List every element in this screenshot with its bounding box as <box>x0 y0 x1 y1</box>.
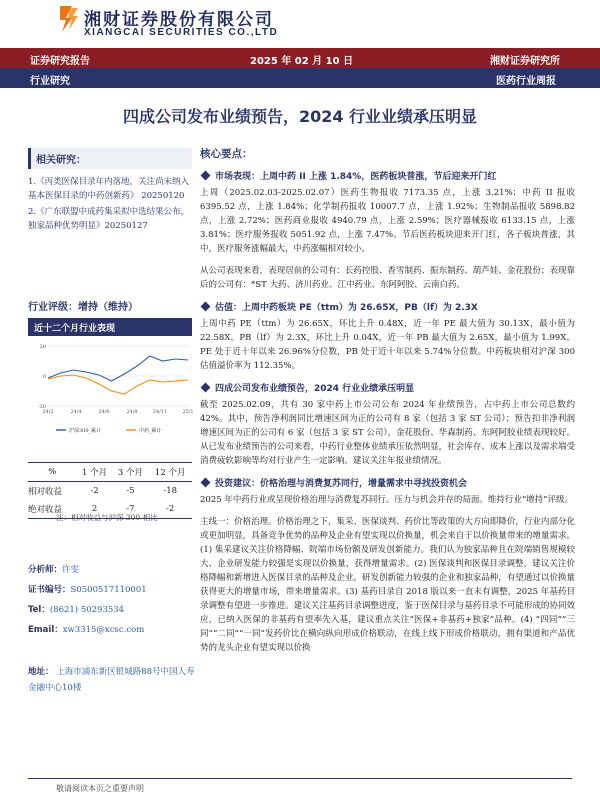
page-title: 四成公司发布业绩预告，2024 行业业绩承压明显 <box>122 107 478 126</box>
y-tick-label: 0 <box>42 374 46 380</box>
company-name-cn: 湘财证券股份有限公司 <box>84 10 274 30</box>
table-header: 3 个月 <box>112 463 148 482</box>
section-heading-text: 四成公司发布业绩预告，2024 行业业绩承压明显 <box>215 384 415 394</box>
table-cell: 2 <box>77 500 113 519</box>
cert-number: S0500517110001 <box>70 585 147 595</box>
analyst-row <box>28 600 192 620</box>
industry-performance-chart <box>28 340 192 440</box>
table-note: 注：相对收益与沪深 300 相比 <box>56 513 158 522</box>
analyst-label: 分析师： <box>28 565 63 575</box>
x-tick-label: 24/11 <box>152 409 168 415</box>
report-type: 证券研究报告 <box>30 56 90 67</box>
section-heading-text: 投资建议：价格治理与消费复苏同行，增量需求中寻找投资机会 <box>215 479 468 489</box>
diamond-bullet-icon <box>201 171 211 181</box>
section-heading <box>200 169 575 182</box>
report-header <box>0 0 600 48</box>
company-logo-icon <box>58 4 80 34</box>
email-label: Email： <box>28 625 63 635</box>
paragraph: 主线一：价格治理。价格治理之下，集采、医保谈判、药价比等政策的大方向即降价，行业内部分化或更加明显，具备竞争优势的品种及企业有望实现以价换量，机会来自于以价换量带来的增量需求。(1) 集采建议关注价格降幅、院端市场份额及研发创新能力。我们认为独家品种且在院端销售规模较大、企业研发能力较强是实现以价换量，获得增量需求。(2) 医保谈判和医保目录调整，建议关注价格降幅和新增进入医保目录的品种及企业。研发创新能力较强的企业和独家品种，有望通过以价换量获得更大的增量市场，带来增量需求。(3) 基药目录自 2018 版以来一直未有调整，2025 年基药目录调整有望进一步推进。建议关注基药目录调整进度，鉴于医保目录与基药目录不可能形成的协同效应，已纳入医保的非基药有望率先入基，建议重点关注“医保+非基药+独家”品种。(4) “四同”“三同”“二同”“一同”发药价比在横向纵向形成价格联动，在线上线下形成价格联动，拥有渠道和产品优势的龙头企业有望实现以价换 <box>200 517 575 653</box>
table-cell: -7 <box>112 500 148 519</box>
industry-rating: 行业评级：增持（维持） <box>28 302 138 313</box>
analyst-row <box>28 560 192 580</box>
series-line <box>48 356 188 381</box>
table-cell: -2 <box>90 486 99 496</box>
tel-label: Tel： <box>28 605 50 615</box>
address-value: 上海市浦东新区银城路88号中国人寿金融中心10楼 <box>28 667 195 693</box>
research-category: 行业研究 <box>30 76 70 87</box>
table-cell: -5 <box>126 486 135 496</box>
table-cell: 绝对收益 <box>28 500 77 519</box>
analyst-row <box>28 580 192 600</box>
table-cell: -2 <box>148 500 192 519</box>
table-header: 1 个月 <box>77 463 113 482</box>
section-heading <box>200 300 575 313</box>
x-tick-label: 24/2 <box>42 409 54 415</box>
diamond-bullet-icon <box>201 302 211 312</box>
related-item[interactable]: 2.《广东联盟中成药集采拟中选结果公布，独家品种优势明显》20250127 <box>28 207 190 231</box>
report-series: 医药行业周报 <box>496 76 556 87</box>
paragraph: 从公司表现来看，表现居前的公司有：长药控股、香雪制药、振东制药、葫芦娃、金花股份；表现靠后的公司有：*ST 大药、济川药业、江中药业、东阿阿胶、云南白药。 <box>200 266 575 290</box>
legend-label: 沪深300_累计 <box>69 428 102 434</box>
related-item[interactable]: 1.《丙类医保目录年内落地，关注尚未纳入基本医保目录的中药创新药》 20250120 <box>28 177 190 201</box>
related-research-heading: 相关研究： <box>28 148 192 169</box>
paragraph: 2025 年中药行业或呈现价格治理与消费复苏同行。压力与机会并存的局面。维持行业“增持”评级。 <box>200 495 574 505</box>
table-cell: -18 <box>163 486 178 496</box>
address-label: 地址： <box>28 667 54 677</box>
email-link[interactable]: xw3315@xcsc.com <box>62 625 145 635</box>
company-name-en: XIANGCAI SECURITIES CO.,LTD <box>84 27 279 38</box>
x-tick-label: 25/1 <box>182 409 194 415</box>
y-tick-label: 30 <box>39 344 46 350</box>
institute-name: 湘财证券研究所 <box>490 56 560 67</box>
cert-label: 证书编号： <box>28 585 71 595</box>
diamond-bullet-icon <box>201 383 211 393</box>
paragraph: 截至 2025.02.09，共有 30 家中药上市公司公布 2024 年业绩预告，占中药上市公司总数约 42%。其中，预告净利润同比增速区间为正的公司有 8 家（包括 3 家 ST 公司）；预告扣非净利润增速区间为正的公司有 6 家（包括 3 家 ST 公司），金花股份、华森制药、东阿阿胶业绩表现较好。从已发布业绩预告的公司来看，中药行业整体业绩承压依然明显，社会库存、成本上涨以及需求端受消费疲软影响等均对行业产生一定影响。建议关注年报业绩情况。 <box>200 400 575 466</box>
core-points <box>200 146 575 653</box>
report-date: 2025 年 02 月 10 日 <box>250 56 354 67</box>
related-research-list <box>28 175 192 233</box>
section-heading-text: 估值：上周中药板块 PE（ttm）为 26.65X，PB（lf）为 2.3X <box>215 303 478 313</box>
header-band-primary <box>0 48 600 68</box>
footer-divider <box>28 778 572 779</box>
analyst-info <box>28 560 192 640</box>
table-row <box>28 482 192 501</box>
section-heading-text: 市场表现：上周中药 II 上涨 1.84%，医药板块普涨，节后迎来开门红 <box>215 172 497 182</box>
core-points-title: 核心要点： <box>200 148 253 160</box>
table-header: % <box>28 463 77 482</box>
header-band-secondary <box>0 68 600 88</box>
tel-value[interactable]: (8621) 50293534 <box>49 605 125 615</box>
chart-title: 近十二个月行业表现 <box>28 318 192 336</box>
section-heading <box>200 381 575 394</box>
address-block <box>28 664 198 696</box>
table-cell: 相对收益 <box>28 487 63 497</box>
x-tick-label: 24/8 <box>126 409 138 415</box>
x-tick-label: 24/4 <box>70 409 82 415</box>
x-tick-label: 24/6 <box>98 409 110 415</box>
paragraph: 上周（2025.02.03-2025.02.07）医药生物报收 7173.35 点，上涨 3.21%；中药 II 报收 6395.52 点，上涨 1.84%；化学制药报收 10007.7 点，上涨 1.92%；生物制品报收 5898.82 点，上涨 2.72%；医药商业报收 4940.79 点，上涨 2.59%；医疗器械报收 6133.15 点，上涨 3.81%；医疗服务报收 5051.92 点，上涨 7.47%。节后医药板块迎来开门红，各子板块普涨，其中，医疗服务涨幅最大，中药涨幅相对较小。 <box>200 188 575 254</box>
footer-disclaimer[interactable]: 敬请阅读本页之重要声明 <box>56 784 144 793</box>
sidebar-related <box>28 148 192 235</box>
paragraph: 上周中药 PE（ttm）为 26.65X，环比上升 0.48X，近一年 PE 最大值为 30.13X，最小值为 22.58X。PB（lf）为 2.3X，环比上升 0.04X，近一年 PB 最大值为 2.65X，最小值为 1.99X。PE 处于近十年以来 26.96%分位数，PB 处于近十年以来 5.74%分位数。中药板块相对沪深 300 估值溢价率为 112.35%。 <box>200 319 575 371</box>
analyst-name: 许雯 <box>62 565 80 575</box>
diamond-bullet-icon <box>201 478 211 488</box>
legend-label: 中药_累计 <box>139 428 162 434</box>
y-tick-label: -30 <box>37 404 46 410</box>
performance-table <box>28 462 192 519</box>
table-header: 12 个月 <box>148 463 192 482</box>
analyst-row <box>28 620 192 640</box>
section-heading <box>200 476 575 489</box>
